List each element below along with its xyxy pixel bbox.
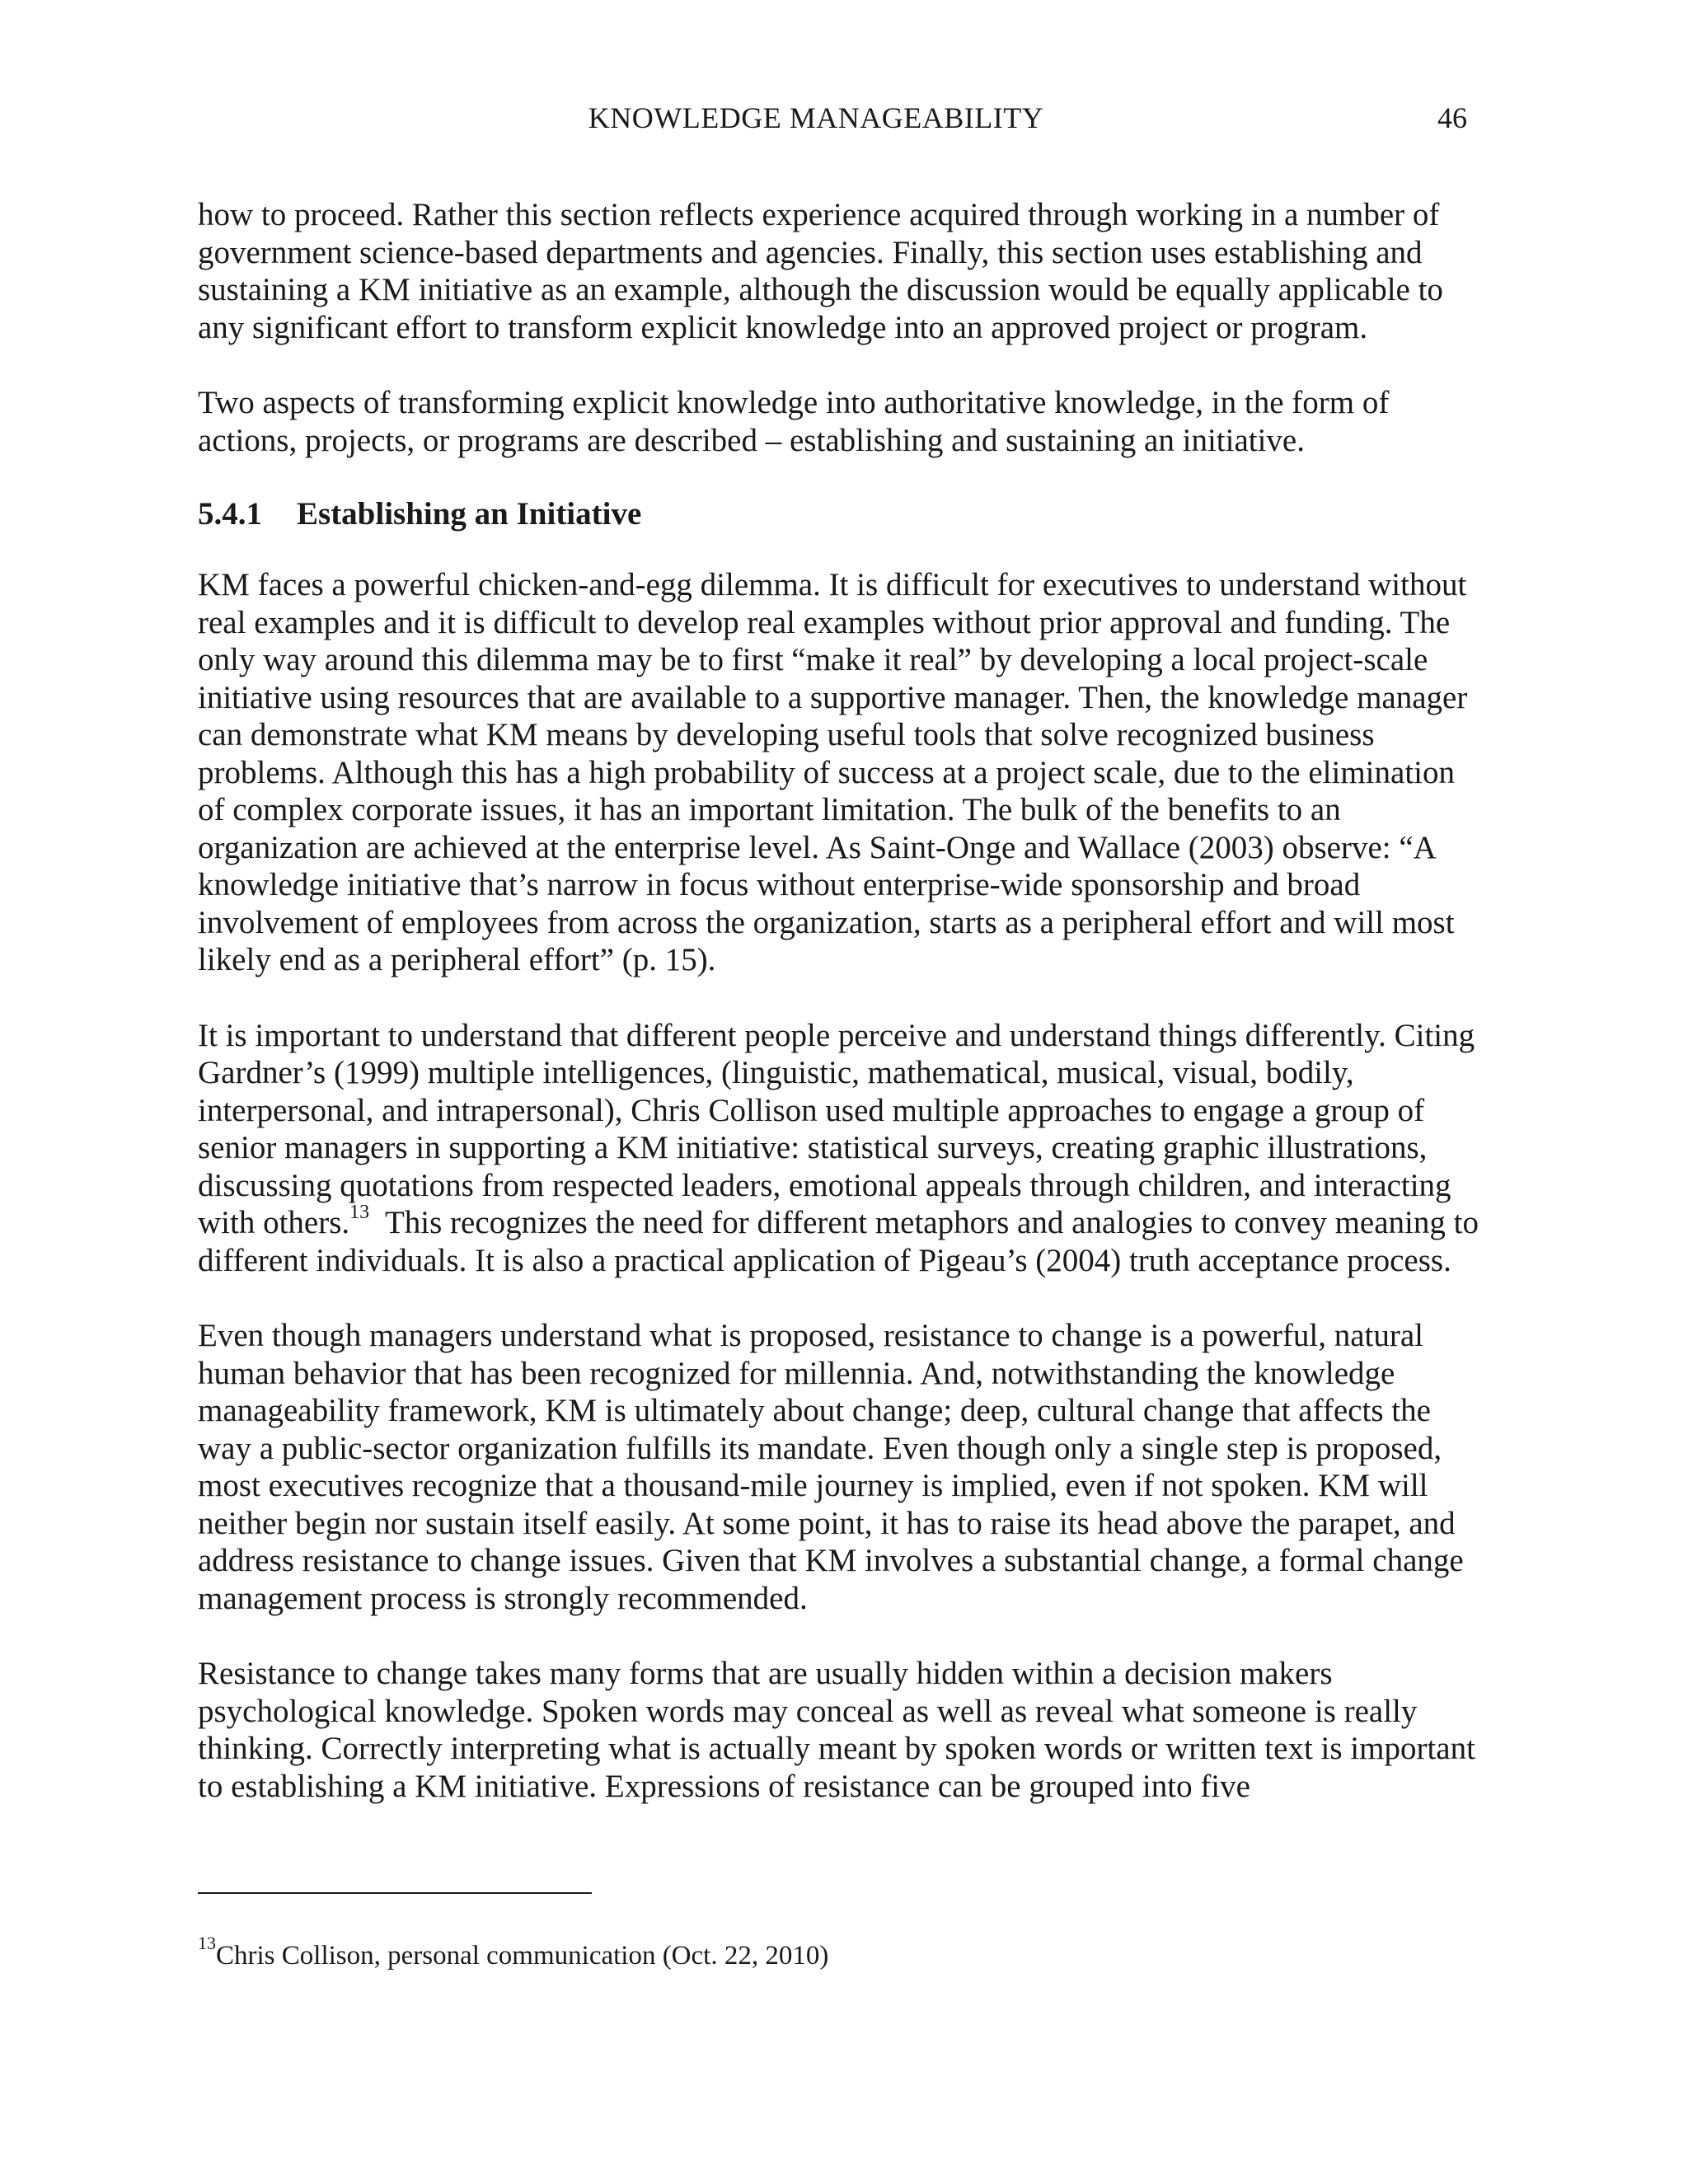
- footnote-marker: 13: [198, 1933, 216, 1953]
- section-heading: [198, 494, 1484, 535]
- body-text: [198, 196, 1487, 1843]
- paragraph-2: Two aspects of transforming explicit knowledge into authoritative knowledge, in the form of actions, projects, or programs are described – establishing and sustaining an initiative.: [198, 385, 1390, 458]
- paragraph-6: Resistance to change takes many forms that are usually hidden within a decision makers psychological knowledge. Spoken words may conceal as well as reveal what someone is really thinking. Correctly interpreting what is actually meant by spoken words or written text is important to establishing a KM initiative. Expressions of resistance can be grouped into five: [198, 1656, 1475, 1804]
- paragraph-5: Even though managers understand what is proposed, resistance to change is a powerful, natural human behavior that has been recognized for millennia. And, notwithstanding the knowledge manageability framework, KM is ultimately about change; deep, cultural change that affects the way a public-sector organization fulfills its mandate. Even though only a single step is proposed, most executives recognize that a thousand-mile journey is implied, even if not spoken. KM will neither begin nor sustain itself easily. At some point, it has to raise its head above the parapet, and address resistance to change issues. Given that KM involves a substantial change, a formal change management process is strongly recommended.: [198, 1318, 1464, 1616]
- footnote: [198, 1933, 1484, 1973]
- section-number: 5.4.1: [198, 496, 262, 532]
- paragraph-4-text-before: It is important to understand that different people perceive and understand things differently. Citing Gardner’s (1999) multiple intelligences, (linguistic, mathematical, musical, visual, bodily, interpersonal, and intrapersonal), Chris Collison used multiple approaches to engage a group of senior managers in supporting a KM initiative: statistical surveys, creating graphic illustrations, discussing quotations from respected leaders, emotional appeals through children, and interacting with others.: [198, 1017, 1475, 1240]
- footnote-divider: [198, 1892, 592, 1894]
- running-head: [0, 97, 1688, 138]
- paragraph-4-text-after: This recognizes the need for different metaphors and analogies to convey meaning to different individuals. It is also a practical application of Pigeau’s (2004) truth acceptance process.: [198, 1205, 1487, 1278]
- footnote-reference[interactable]: 13: [349, 1202, 370, 1223]
- paragraph-1: how to proceed. Rather this section reflects experience acquired through working in a number of government science-based departments and agencies. Finally, this section uses establishing and sustaining a KM initiative as an example, although the discussion would be equally applicable to any significant effort to transform explicit knowledge into an approved project or program.: [198, 197, 1443, 345]
- paragraph-3: KM faces a powerful chicken-and-egg dilemma. It is difficult for executives to understand without real examples and it is difficult to develop real examples without prior approval and funding. The only way around this dilemma may be to first “make it real” by developing a local project-scale initiative using resources that are available to a supportive manager. Then, the knowledge manager can demonstrate what KM means by developing useful tools that solve recognized business problems. Although this has a high probability of success at a project scale, due to the elimination of complex corporate issues, it has an important limitation. The bulk of the benefits to an organization are achieved at the enterprise level. As Saint-Onge and Wallace (2003) observe: “A knowledge initiative that’s narrow in focus without enterprise-wide sponsorship and broad involvement of employees from across the organization, starts as a peripheral effort and will most likely end as a peripheral effort” (p. 15).: [198, 567, 1468, 977]
- section-title: Establishing an Initiative: [297, 496, 642, 532]
- footnote-text: Chris Collison, personal communication (Oct. 22, 2010): [216, 1941, 829, 1971]
- page-number: 46: [1437, 101, 1467, 134]
- running-title: KNOWLEDGE MANAGEABILITY: [588, 101, 1044, 134]
- paragraph-4: [198, 1017, 1487, 1280]
